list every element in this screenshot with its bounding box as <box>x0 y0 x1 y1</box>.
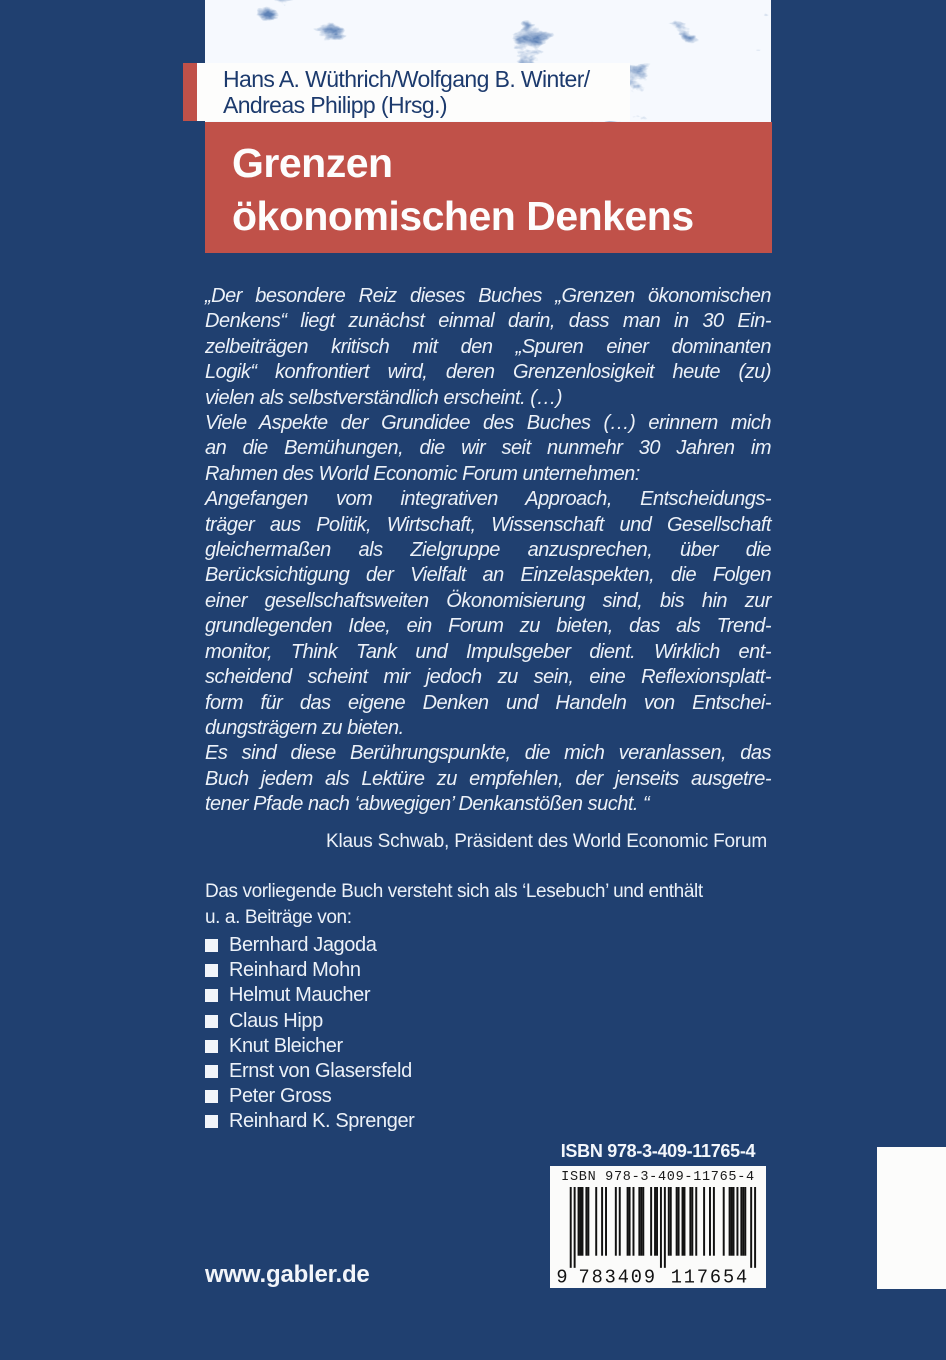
quote-line: träger aus Politik, Wirtschaft, Wissenschaft und Gesellschaft <box>205 513 771 536</box>
contributor-name: Knut Bleicher <box>229 1034 343 1057</box>
barcode-isbn-text: ISBN 978-3-409-11765-4 <box>561 1170 755 1185</box>
quote-line: scheidend scheint mir jedoch zu sein, eine Reflexionsplatt- <box>205 666 771 689</box>
book-title-line: ökonomischen Denkens <box>232 193 694 239</box>
quote-line: grundlegenden Idee, ein Forum zu bieten, das als Trend- <box>205 615 771 638</box>
contributor-name: Peter Gross <box>229 1085 332 1108</box>
author-line: Andreas Philipp (Hrsg.) <box>223 92 447 118</box>
barcode-digits: 9 <box>556 1266 568 1284</box>
contributor-name: Helmut Maucher <box>229 984 371 1007</box>
contributor-item <box>205 1109 414 1134</box>
square-bullet-icon <box>205 1115 218 1128</box>
quote-line: monitor, Think Tank und Impulsgeber dient. Wirklich ent- <box>205 640 771 663</box>
quote-line: vielen als selbstverständlich erscheint. (…) <box>205 386 563 409</box>
quote-line: gleichermaßen als Zielgruppe anzusprechen, über die <box>205 539 771 562</box>
contributor-item <box>205 1059 414 1084</box>
quote-line: Es sind diese Berührungspunkte, die mich veranlassen, das <box>205 742 771 765</box>
quote-line: form für das eigene Denken und Handeln von Entschei- <box>205 691 771 714</box>
author-box <box>197 63 630 121</box>
contributor-name: Claus Hipp <box>229 1009 323 1032</box>
square-bullet-icon <box>205 964 218 977</box>
square-bullet-icon <box>205 1090 218 1103</box>
contributor-name: Reinhard K. Sprenger <box>229 1110 415 1133</box>
quote-attribution: Klaus Schwab, Präsident des World Economic Forum <box>326 831 767 852</box>
barcode-bars <box>556 1187 760 1284</box>
quote-line: Logik“ konfrontiert wird, deren Grenzenlosigkeit heute (zu) <box>205 361 771 384</box>
contributor-name: Bernhard Jagoda <box>229 934 377 957</box>
review-quote <box>205 284 771 818</box>
quote-line: dungsträgern zu bieten. <box>205 716 404 739</box>
quote-line: Buch jedem als Lektüre zu empfehlen, der jenseits ausgetre- <box>205 767 771 790</box>
author-line: Hans A. Wüthrich/Wolfgang B. Winter/ <box>223 66 590 92</box>
contributor-item <box>205 1009 414 1034</box>
quote-line: tener Pfade nach ‘abwegigen’ Denkanstößen sucht. “ <box>205 793 650 816</box>
quote-line: Viele Aspekte der Grundidee des Buches (…) erinnern mich <box>205 412 771 435</box>
contributor-item <box>205 1034 414 1059</box>
title-block <box>205 122 772 253</box>
contributor-item <box>205 983 414 1008</box>
barcode-digits: 117654 <box>670 1266 748 1284</box>
contributor-name: Reinhard Mohn <box>229 959 361 982</box>
contributor-name: Ernst von Glasersfeld <box>229 1060 412 1083</box>
quote-line: zelbeiträgen kritisch mit den „Spuren einer dominanten <box>205 335 771 358</box>
white-corner-tab <box>877 1147 946 1289</box>
quote-line: einer gesellschaftsweiten Ökonomisierung sind, bis hin zur <box>205 589 771 612</box>
contributor-list <box>205 933 414 1135</box>
publisher-website: www.gabler.de <box>205 1261 370 1288</box>
square-bullet-icon <box>205 1065 218 1078</box>
square-bullet-icon <box>205 1015 218 1028</box>
square-bullet-icon <box>205 939 218 952</box>
quote-line: Angefangen vom integrativen Approach, Entscheidungs- <box>205 488 771 511</box>
quote-line: Denkens“ liegt zunächst einmal darin, dass man in 30 Ein- <box>205 310 771 333</box>
barcode <box>550 1166 766 1288</box>
quote-line: an die Bemühungen, die wir seit nunmehr 30 Jahren im <box>205 437 771 460</box>
quote-line: Rahmen des World Economic Forum unternehmen: <box>205 462 640 485</box>
contributor-item <box>205 958 414 983</box>
quote-line: „Der besondere Reiz dieses Buches „Grenzen ökonomischen <box>205 285 771 307</box>
contributor-item <box>205 1084 414 1109</box>
barcode-digits: 783409 <box>578 1266 656 1284</box>
intro-text <box>205 879 805 931</box>
contributor-item <box>205 933 414 958</box>
book-title-line: Grenzen <box>232 140 393 186</box>
isbn-label: ISBN 978-3-409-11765-4 <box>560 1141 756 1161</box>
intro-line: Das vorliegende Buch versteht sich als ‘Lesebuch’ und enthält <box>205 881 703 902</box>
intro-line: u. a. Beiträge von: <box>205 907 352 928</box>
quote-line: Berücksichtigung der Vielfalt an Einzelaspekten, die Folgen <box>205 564 771 587</box>
author-box-red-tab <box>183 63 197 121</box>
square-bullet-icon <box>205 989 218 1002</box>
square-bullet-icon <box>205 1040 218 1053</box>
